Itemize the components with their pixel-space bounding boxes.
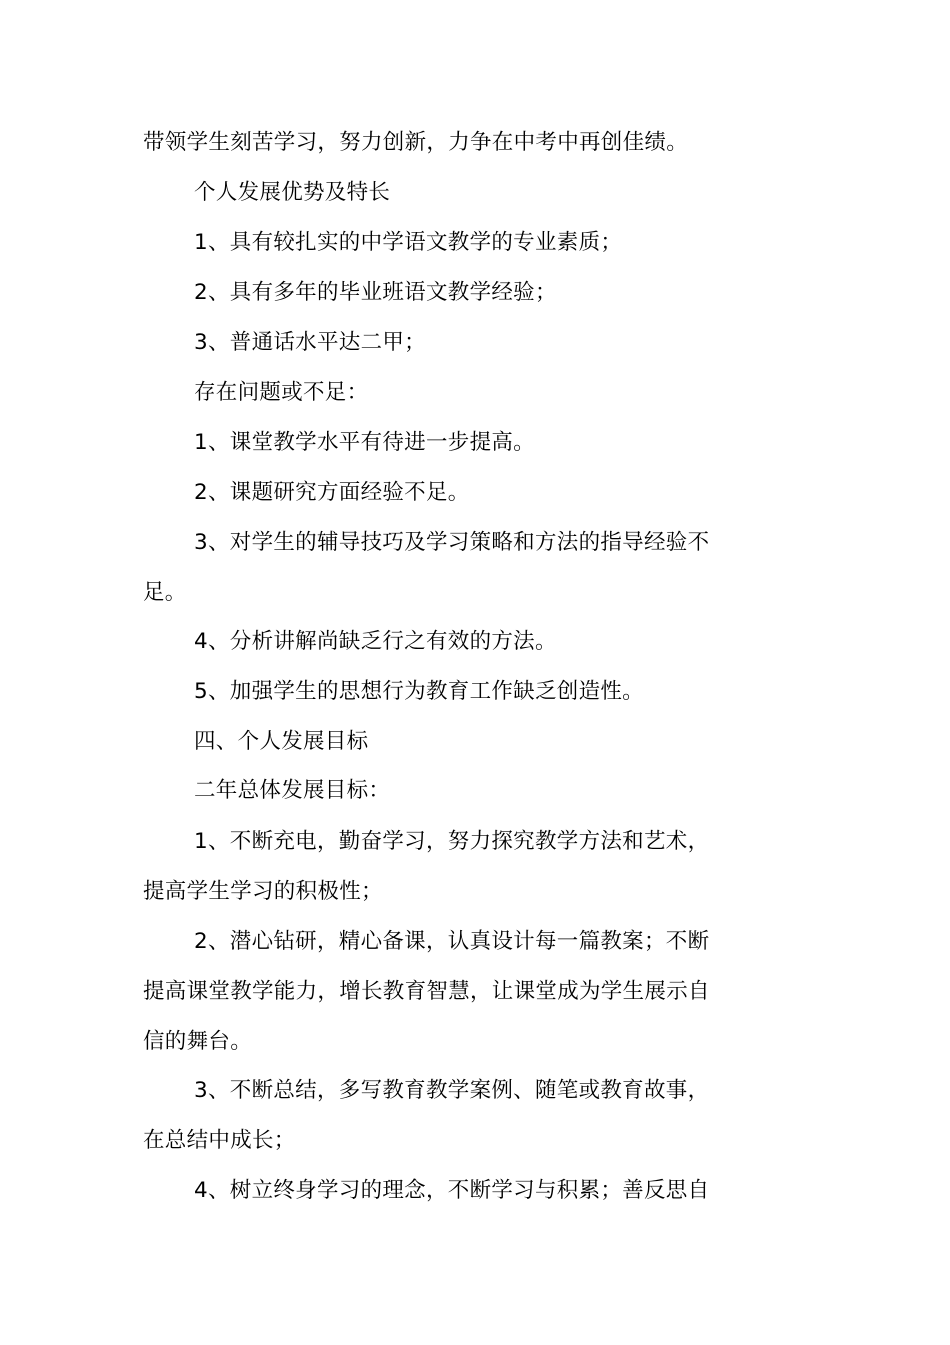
section-heading-problems: 存在问题或不足： xyxy=(194,380,369,405)
list-item: 3、不断总结，多写教育教学案例、随笔或教育故事， xyxy=(194,1078,710,1103)
list-item: 1、具有较扎实的中学语文教学的专业素质； xyxy=(194,230,623,255)
list-item: 2、具有多年的毕业班语文教学经验； xyxy=(194,280,557,305)
list-item: 1、课堂教学水平有待进一步提高。 xyxy=(194,430,535,455)
list-item-continuation: 足。 xyxy=(143,580,187,605)
list-item: 2、潜心钻研，精心备课，认真设计每一篇教案；不断 xyxy=(194,929,710,954)
list-item-continuation: 信的舞台。 xyxy=(143,1029,253,1054)
list-item: 5、加强学生的思想行为教育工作缺乏创造性。 xyxy=(194,679,644,704)
section-heading-goals: 四、个人发展目标 xyxy=(194,729,369,754)
list-item-continuation: 提高学生学习的积极性； xyxy=(143,879,383,904)
subheading-overall-goals: 二年总体发展目标： xyxy=(194,778,391,803)
list-item: 3、普通话水平达二甲； xyxy=(194,330,426,355)
list-item: 4、树立终身学习的理念，不断学习与积累；善反思自 xyxy=(194,1178,710,1203)
section-heading-strengths: 个人发展优势及特长 xyxy=(194,180,391,205)
list-item-continuation: 提高课堂教学能力，增长教育智慧，让课堂成为学生展示自 xyxy=(143,979,710,1004)
list-item: 4、分析讲解尚缺乏行之有效的方法。 xyxy=(194,629,557,654)
list-item: 2、课题研究方面经验不足。 xyxy=(194,480,470,505)
list-item: 3、对学生的辅导技巧及学习策略和方法的指导经验不 xyxy=(194,530,710,555)
paragraph-line: 带领学生刻苦学习，努力创新，力争在中考中再创佳绩。 xyxy=(143,130,689,155)
list-item-continuation: 在总结中成长； xyxy=(143,1128,296,1153)
list-item: 1、不断充电，勤奋学习，努力探究教学方法和艺术， xyxy=(194,829,710,854)
